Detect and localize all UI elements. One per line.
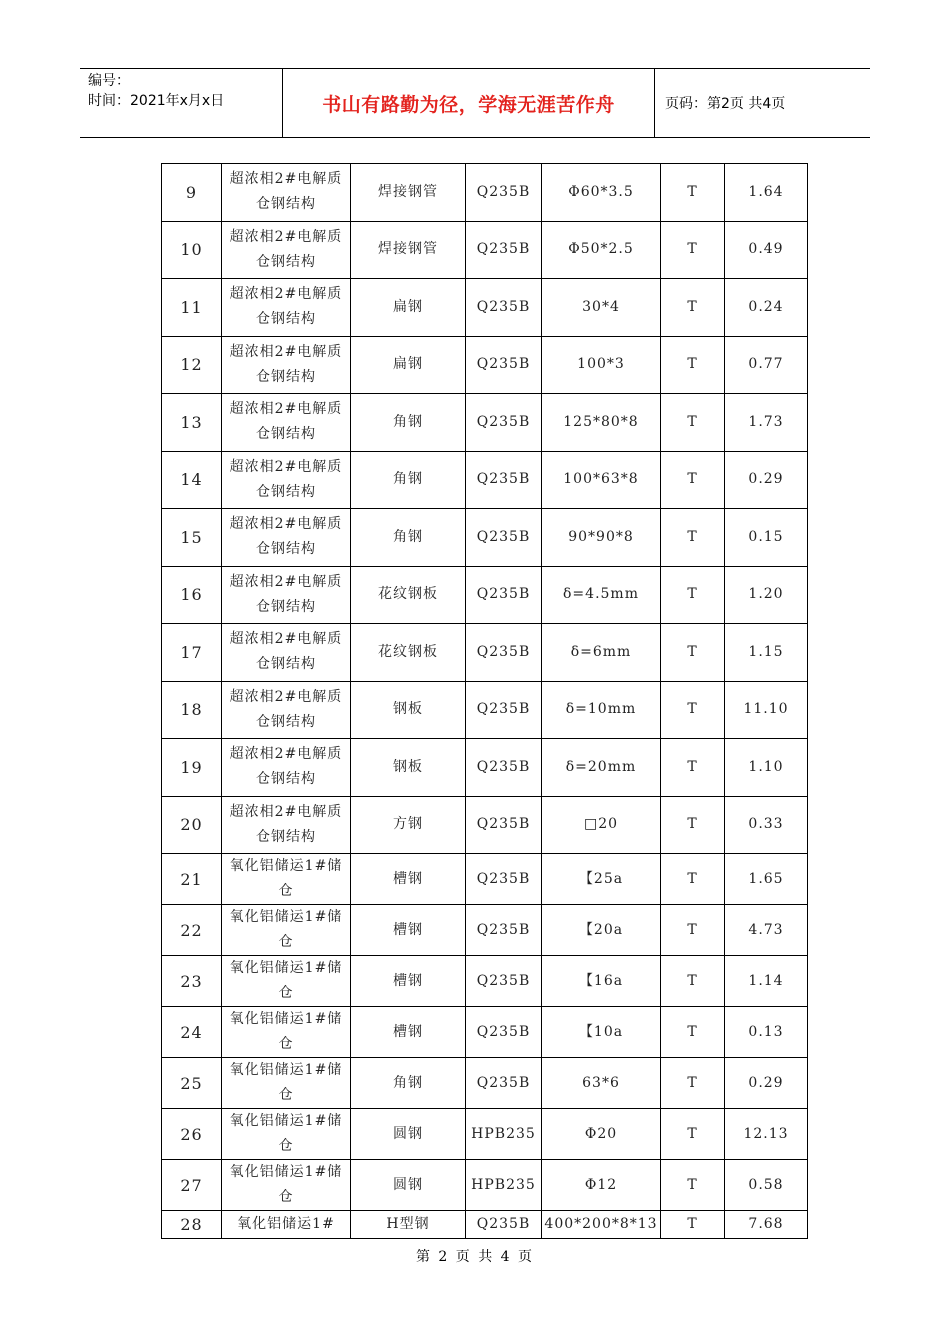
- material-name-cell: 焊接钢管: [351, 164, 466, 222]
- unit-cell: T: [661, 1160, 725, 1211]
- page-footer: 第 2 页 共 4 页: [415, 1249, 535, 1265]
- table-row: [162, 1211, 808, 1239]
- material-name-cell: 圆钢: [351, 1160, 466, 1211]
- table-row: [162, 164, 808, 222]
- table-row: [162, 624, 808, 682]
- unit-cell: T: [661, 905, 725, 956]
- materials-table: [161, 163, 808, 1239]
- material-name-cell: 花纹钢板: [351, 624, 466, 682]
- header-meta: [80, 69, 283, 137]
- row-number-cell: 10: [162, 221, 222, 279]
- location-cell: 超浓相2#电解质仓钢结构: [222, 624, 351, 682]
- quantity-cell: 0.49: [725, 221, 808, 279]
- quantity-cell: 0.33: [725, 796, 808, 854]
- location-cell: 氧化铝储运1#储仓: [222, 905, 351, 956]
- spec-cell: 【16a: [542, 956, 661, 1007]
- row-number-cell: 23: [162, 956, 222, 1007]
- quantity-cell: 12.13: [725, 1109, 808, 1160]
- spec-cell: 【20a: [542, 905, 661, 956]
- row-number-cell: 28: [162, 1211, 222, 1239]
- location-cell: 氧化铝储运1#储仓: [222, 1007, 351, 1058]
- unit-cell: T: [661, 1058, 725, 1109]
- material-name-cell: 圆钢: [351, 1109, 466, 1160]
- row-number-cell: 14: [162, 451, 222, 509]
- grade-cell: Q235B: [466, 796, 542, 854]
- grade-cell: Q235B: [466, 451, 542, 509]
- spec-cell: 63*6: [542, 1058, 661, 1109]
- location-cell: 超浓相2#电解质仓钢结构: [222, 336, 351, 394]
- quantity-cell: 1.64: [725, 164, 808, 222]
- unit-cell: T: [661, 854, 725, 905]
- quantity-cell: 1.65: [725, 854, 808, 905]
- number-label: 编号：: [88, 73, 130, 89]
- quantity-cell: 1.10: [725, 739, 808, 797]
- material-name-cell: 槽钢: [351, 854, 466, 905]
- material-name-cell: 角钢: [351, 394, 466, 452]
- grade-cell: Q235B: [466, 1007, 542, 1058]
- location-cell: 超浓相2#电解质仓钢结构: [222, 451, 351, 509]
- grade-cell: Q235B: [466, 1058, 542, 1109]
- grade-cell: Q235B: [466, 164, 542, 222]
- spec-cell: Φ60*3.5: [542, 164, 661, 222]
- table-row: [162, 509, 808, 567]
- page-header: [80, 68, 870, 138]
- spec-cell: 30*4: [542, 279, 661, 337]
- table-row: [162, 279, 808, 337]
- table-row: [162, 905, 808, 956]
- spec-cell: δ=20mm: [542, 739, 661, 797]
- table-row: [162, 956, 808, 1007]
- row-number-cell: 17: [162, 624, 222, 682]
- unit-cell: T: [661, 336, 725, 394]
- table-row: [162, 1007, 808, 1058]
- location-cell: 超浓相2#电解质仓钢结构: [222, 394, 351, 452]
- spec-cell: 125*80*8: [542, 394, 661, 452]
- quantity-cell: 1.20: [725, 566, 808, 624]
- unit-cell: T: [661, 1211, 725, 1239]
- spec-cell: 90*90*8: [542, 509, 661, 567]
- location-cell: 超浓相2#电解质仓钢结构: [222, 739, 351, 797]
- spec-cell: 【25a: [542, 854, 661, 905]
- row-number-cell: 20: [162, 796, 222, 854]
- unit-cell: T: [661, 1007, 725, 1058]
- table-row: [162, 336, 808, 394]
- row-number-cell: 24: [162, 1007, 222, 1058]
- location-cell: 氧化铝储运1#: [222, 1211, 351, 1239]
- row-number-cell: 11: [162, 279, 222, 337]
- table-row: [162, 394, 808, 452]
- quantity-cell: 0.29: [725, 451, 808, 509]
- row-number-cell: 21: [162, 854, 222, 905]
- row-number-cell: 25: [162, 1058, 222, 1109]
- quantity-cell: 11.10: [725, 681, 808, 739]
- table-row: [162, 739, 808, 797]
- material-name-cell: 焊接钢管: [351, 221, 466, 279]
- spec-cell: 100*63*8: [542, 451, 661, 509]
- quantity-cell: 0.13: [725, 1007, 808, 1058]
- quantity-cell: 0.77: [725, 336, 808, 394]
- spec-cell: δ=4.5mm: [542, 566, 661, 624]
- table-row: [162, 1109, 808, 1160]
- table-row: [162, 854, 808, 905]
- header-page-info: 页码：第2页 共4页: [665, 96, 786, 112]
- unit-cell: T: [661, 624, 725, 682]
- location-cell: 超浓相2#电解质仓钢结构: [222, 681, 351, 739]
- row-number-cell: 18: [162, 681, 222, 739]
- location-cell: 超浓相2#电解质仓钢结构: [222, 279, 351, 337]
- row-number-cell: 16: [162, 566, 222, 624]
- grade-cell: Q235B: [466, 905, 542, 956]
- spec-cell: Φ20: [542, 1109, 661, 1160]
- grade-cell: Q235B: [466, 509, 542, 567]
- unit-cell: T: [661, 681, 725, 739]
- grade-cell: Q235B: [466, 956, 542, 1007]
- header-motto: 书山有路勤为径，学海无涯苦作舟: [283, 69, 655, 137]
- grade-cell: Q235B: [466, 854, 542, 905]
- grade-cell: Q235B: [466, 624, 542, 682]
- grade-cell: Q235B: [466, 336, 542, 394]
- location-cell: 超浓相2#电解质仓钢结构: [222, 796, 351, 854]
- unit-cell: T: [661, 279, 725, 337]
- material-name-cell: 花纹钢板: [351, 566, 466, 624]
- unit-cell: T: [661, 451, 725, 509]
- quantity-cell: 7.68: [725, 1211, 808, 1239]
- unit-cell: T: [661, 796, 725, 854]
- location-cell: 氧化铝储运1#储仓: [222, 854, 351, 905]
- location-cell: 超浓相2#电解质仓钢结构: [222, 221, 351, 279]
- row-number-cell: 9: [162, 164, 222, 222]
- table-row: [162, 566, 808, 624]
- table-row: [162, 221, 808, 279]
- grade-cell: Q235B: [466, 681, 542, 739]
- grade-cell: Q235B: [466, 394, 542, 452]
- material-name-cell: 扁钢: [351, 336, 466, 394]
- quantity-cell: 0.24: [725, 279, 808, 337]
- material-name-cell: 钢板: [351, 681, 466, 739]
- material-name-cell: 扁钢: [351, 279, 466, 337]
- unit-cell: T: [661, 566, 725, 624]
- material-name-cell: 角钢: [351, 509, 466, 567]
- unit-cell: T: [661, 509, 725, 567]
- location-cell: 超浓相2#电解质仓钢结构: [222, 566, 351, 624]
- grade-cell: Q235B: [466, 1211, 542, 1239]
- table-row: [162, 451, 808, 509]
- location-cell: 氧化铝储运1#储仓: [222, 1058, 351, 1109]
- table-row: [162, 1160, 808, 1211]
- row-number-cell: 12: [162, 336, 222, 394]
- material-name-cell: 方钢: [351, 796, 466, 854]
- grade-cell: Q235B: [466, 739, 542, 797]
- row-number-cell: 19: [162, 739, 222, 797]
- quantity-cell: 0.15: [725, 509, 808, 567]
- quantity-cell: 0.29: [725, 1058, 808, 1109]
- grade-cell: Q235B: [466, 279, 542, 337]
- material-name-cell: 钢板: [351, 739, 466, 797]
- spec-cell: 100*3: [542, 336, 661, 394]
- grade-cell: Q235B: [466, 566, 542, 624]
- table-row: [162, 681, 808, 739]
- material-name-cell: 槽钢: [351, 956, 466, 1007]
- location-cell: 氧化铝储运1#储仓: [222, 956, 351, 1007]
- material-name-cell: 角钢: [351, 1058, 466, 1109]
- material-name-cell: H型钢: [351, 1211, 466, 1239]
- location-cell: 氧化铝储运1#储仓: [222, 1160, 351, 1211]
- quantity-cell: 4.73: [725, 905, 808, 956]
- location-cell: 氧化铝储运1#储仓: [222, 1109, 351, 1160]
- table-row: [162, 796, 808, 854]
- grade-cell: HPB235: [466, 1109, 542, 1160]
- unit-cell: T: [661, 394, 725, 452]
- material-name-cell: 角钢: [351, 451, 466, 509]
- row-number-cell: 26: [162, 1109, 222, 1160]
- location-cell: 超浓相2#电解质仓钢结构: [222, 164, 351, 222]
- spec-cell: 400*200*8*13: [542, 1211, 661, 1239]
- date-label: 时间：2021年x月x日: [88, 93, 225, 109]
- material-name-cell: 槽钢: [351, 905, 466, 956]
- quantity-cell: 1.73: [725, 394, 808, 452]
- materials-table-body: [162, 164, 808, 1239]
- unit-cell: T: [661, 956, 725, 1007]
- unit-cell: T: [661, 164, 725, 222]
- grade-cell: HPB235: [466, 1160, 542, 1211]
- unit-cell: T: [661, 1109, 725, 1160]
- spec-cell: 【10a: [542, 1007, 661, 1058]
- spec-cell: Φ12: [542, 1160, 661, 1211]
- row-number-cell: 15: [162, 509, 222, 567]
- quantity-cell: 1.14: [725, 956, 808, 1007]
- unit-cell: T: [661, 221, 725, 279]
- spec-cell: δ=6mm: [542, 624, 661, 682]
- row-number-cell: 22: [162, 905, 222, 956]
- spec-cell: □20: [542, 796, 661, 854]
- grade-cell: Q235B: [466, 221, 542, 279]
- spec-cell: δ=10mm: [542, 681, 661, 739]
- unit-cell: T: [661, 739, 725, 797]
- row-number-cell: 27: [162, 1160, 222, 1211]
- location-cell: 超浓相2#电解质仓钢结构: [222, 509, 351, 567]
- spec-cell: Φ50*2.5: [542, 221, 661, 279]
- table-row: [162, 1058, 808, 1109]
- quantity-cell: 1.15: [725, 624, 808, 682]
- row-number-cell: 13: [162, 394, 222, 452]
- quantity-cell: 0.58: [725, 1160, 808, 1211]
- material-name-cell: 槽钢: [351, 1007, 466, 1058]
